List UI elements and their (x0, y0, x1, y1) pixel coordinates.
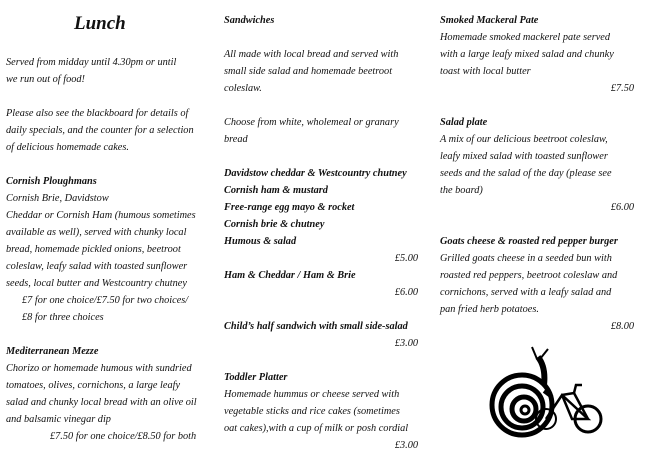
menu-column-left (6, 0, 211, 445)
menu-title: Lunch (74, 13, 126, 34)
dish-price: £6.00 (610, 202, 634, 213)
dish-description: leafy mixed salad with toasted sunflower (440, 151, 608, 162)
sandwich-filling: Humous & salad (224, 236, 297, 247)
dish-price: £5.00 (394, 253, 418, 264)
dish-heading: Goats cheese & roasted red pepper burger (440, 236, 618, 247)
bread-choice: Choose from white, wholemeal or granary (224, 117, 399, 128)
dish-description: and balsamic vinegar dip (6, 414, 111, 425)
dish-description: pan fried herb potatoes. (440, 304, 539, 315)
sandwich-filling: Ham & Cheddar / Ham & Brie (224, 270, 356, 281)
dish-description: seeds, local butter and Westcountry chutney (6, 278, 187, 289)
bread-choice: bread (224, 134, 248, 145)
dish-description: oat cakes),with a cup of milk or posh cordial (224, 423, 409, 434)
dish-description: with a large leafy mixed salad and chunky (440, 49, 614, 60)
dish-price: £6.00 (394, 287, 418, 298)
dish-description: Homemade smoked mackerel pate served (440, 32, 611, 43)
dish-description: Cornish Brie, Davidstow (6, 193, 109, 204)
dish-description: cornichons, served with a leafy salad and (440, 287, 612, 298)
dish-price: £7.50 for one choice/£8.50 for both (50, 431, 197, 442)
dish-description: seeds and the salad of the day (please see (440, 168, 612, 179)
dish-description: toast with local butter (440, 66, 531, 77)
dish-heading: Toddler Platter (224, 372, 288, 383)
dish-description: roasted red peppers, beetroot coleslaw and (440, 270, 618, 281)
menu-column-right (440, 12, 640, 335)
sandwich-filling: Free-range egg mayo & rocket (224, 202, 355, 213)
menu-column-middle (224, 12, 424, 454)
dish-heading: Child’s half sandwich with small side-salad (224, 321, 408, 332)
dish-price: £3.00 (394, 338, 418, 349)
section-intro: All made with local bread and served with (224, 49, 399, 60)
section-intro: coleslaw. (224, 83, 262, 94)
dish-description: available as well), served with chunky local (6, 227, 187, 238)
dish-description: bread, homemade pickled onions, beetroot (6, 244, 181, 255)
dish-description: A mix of our delicious beetroot coleslaw, (440, 134, 608, 145)
dish-description: coleslaw, leafy salad with toasted sunflower (6, 261, 188, 272)
dish-description: Cheddar or Cornish Ham (humous sometimes (6, 210, 196, 221)
dish-heading: Mediterranean Mezze (6, 346, 99, 357)
dish-description: Grilled goats cheese in a seeded bun with (440, 253, 612, 264)
dish-price: £7.50 (610, 83, 634, 94)
note-line: daily specials, and the counter for a selection (6, 125, 194, 136)
sandwich-filling: Cornish ham & mustard (224, 185, 328, 196)
dish-price: £8 for three choices (22, 312, 104, 323)
section-heading: Sandwiches (224, 15, 275, 26)
dish-description: tomatoes, olives, cornichons, a large leafy (6, 380, 181, 391)
dish-price: £8.00 (610, 321, 634, 332)
dish-price: £7 for one choice/£7.50 for two choices/ (22, 295, 189, 306)
dish-price: £3.00 (394, 440, 418, 451)
dish-heading: Salad plate (440, 117, 488, 128)
dish-description: Chorizo or homemade humous with sundried (6, 363, 192, 374)
section-intro: small side salad and homemade beetroot (224, 66, 393, 77)
dish-description: Homemade hummus or cheese served with (224, 389, 400, 400)
intro-line: Served from midday until 4.30pm or until (6, 57, 177, 68)
dish-description: the board) (440, 185, 483, 196)
dish-description: salad and chunky local bread with an olive oil (6, 397, 197, 408)
note-line: of delicious homemade cakes. (6, 142, 129, 153)
dish-description: vegetable sticks and rice cakes (sometimes (224, 406, 400, 417)
sandwich-filling: Davidstow cheddar & Westcountry chutney (224, 168, 407, 179)
note-line: Please also see the blackboard for details of (6, 108, 189, 119)
dish-heading: Smoked Mackeral Pate (440, 15, 539, 26)
sandwich-filling: Cornish brie & chutney (224, 219, 325, 230)
dish-heading: Cornish Ploughmans (6, 176, 97, 187)
intro-line: we run out of food! (6, 74, 85, 85)
snail-bicycle-logo (488, 345, 613, 440)
